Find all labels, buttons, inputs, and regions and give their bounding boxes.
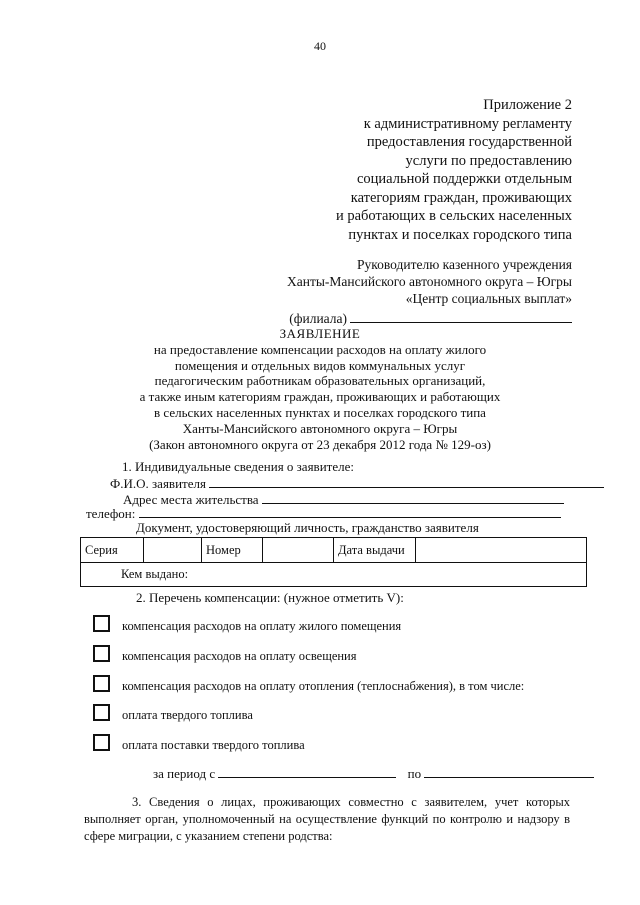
appendix-line: пунктах и поселках городского типа xyxy=(348,226,572,243)
phone-input-line[interactable] xyxy=(139,506,561,518)
option-label: компенсация расходов на оплату отопления (теплоснабжения), в том числе: xyxy=(122,679,525,693)
number-cell[interactable] xyxy=(263,538,334,562)
statement-line: а также иным категориям граждан, проживающих и работающих xyxy=(139,389,501,405)
filial-label: (филиала) xyxy=(289,311,347,326)
addressee-line: Ханты-Мансийского автономного округа – Югры xyxy=(287,274,572,289)
fio-row xyxy=(110,476,604,492)
series-cell[interactable] xyxy=(144,538,202,562)
identity-document-table xyxy=(80,537,587,587)
appendix-line: и работающих в сельских населенных xyxy=(335,208,572,224)
period-row xyxy=(153,766,594,782)
document-label: Документ, удостоверяющий личность, гражданство заявителя xyxy=(136,520,479,535)
checkbox-solid-fuel[interactable] xyxy=(93,704,110,721)
statement-line: педагогическим работникам образовательных организаций, xyxy=(154,373,486,389)
statement-line: помещения и отдельных видов коммунальных услуг xyxy=(174,357,466,373)
issued-by-label: Кем выдано: xyxy=(121,567,189,581)
period-to-label: по xyxy=(407,766,422,781)
appendix-line: категориям граждан, проживающих xyxy=(350,189,572,206)
option-label: оплата твердого топлива xyxy=(122,708,253,722)
section3-text: 3. Сведения о лицах, проживающих совместно с заявителем, учет которых выполняет орган, уполномоченный на осуществление функций по контролю и надзору в сфере миграции, с указанием степени родства: xyxy=(84,795,570,843)
statement-title-block xyxy=(70,326,570,452)
statement-line: Ханты-Мансийского автономного округа – Югры xyxy=(182,420,458,436)
addressee-line: Руководителю казенного учреждения xyxy=(356,257,572,272)
series-label: Серия xyxy=(81,538,144,562)
appendix-header xyxy=(292,96,572,244)
option-label: компенсация расходов на оплату освещения xyxy=(122,649,357,663)
checkbox-heating[interactable] xyxy=(93,675,110,692)
addressee-block xyxy=(252,256,572,327)
checkbox-fuel-delivery[interactable] xyxy=(93,734,110,751)
addressee-line: «Центр социальных выплат» xyxy=(405,291,572,306)
option-label: компенсация расходов на оплату жилого помещения xyxy=(122,619,402,633)
section2-heading: 2. Перечень компенсации: (нужное отметить V): xyxy=(136,590,404,605)
section3-paragraph xyxy=(84,794,570,845)
phone-label: телефон: xyxy=(86,506,136,521)
date-label: Дата выдачи xyxy=(334,538,416,562)
fio-label: Ф.И.О. заявителя xyxy=(110,476,206,491)
table-row xyxy=(81,538,586,563)
appendix-line: к административному регламенту xyxy=(363,115,572,132)
checkbox-housing[interactable] xyxy=(93,615,110,632)
appendix-line: услуги по предоставлению xyxy=(405,152,572,169)
document-title: ЗАЯВЛЕНИЕ xyxy=(279,326,361,341)
fio-input-line[interactable] xyxy=(209,476,604,488)
option-label: оплата поставки твердого топлива xyxy=(122,738,305,752)
address-label: Адрес места жительства xyxy=(123,492,259,507)
appendix-line: предоставления государственной xyxy=(366,134,572,150)
filial-input-line[interactable] xyxy=(350,311,572,323)
table-row xyxy=(81,562,586,587)
checkbox-lighting[interactable] xyxy=(93,645,110,662)
appendix-line: социальной поддержки отдельным xyxy=(356,171,572,187)
statement-line: в сельских населенных пунктах и поселках городского типа xyxy=(154,404,486,420)
period-from-input-line[interactable] xyxy=(218,766,396,778)
statement-line: на предоставление компенсации расходов на оплату жилого xyxy=(153,341,487,357)
page-number: 40 xyxy=(314,39,326,53)
statement-line: (Закон автономного округа от 23 декабря 2012 года № 129-оз) xyxy=(149,436,491,452)
number-label: Номер xyxy=(202,538,263,562)
period-to-input-line[interactable] xyxy=(424,766,594,778)
appendix-line: Приложение 2 xyxy=(483,97,572,113)
address-input-line[interactable] xyxy=(262,492,564,504)
period-from-label: за период с xyxy=(153,766,216,781)
section1-heading: 1. Индивидуальные сведения о заявителе: xyxy=(122,459,354,474)
date-cell[interactable] xyxy=(416,538,586,562)
